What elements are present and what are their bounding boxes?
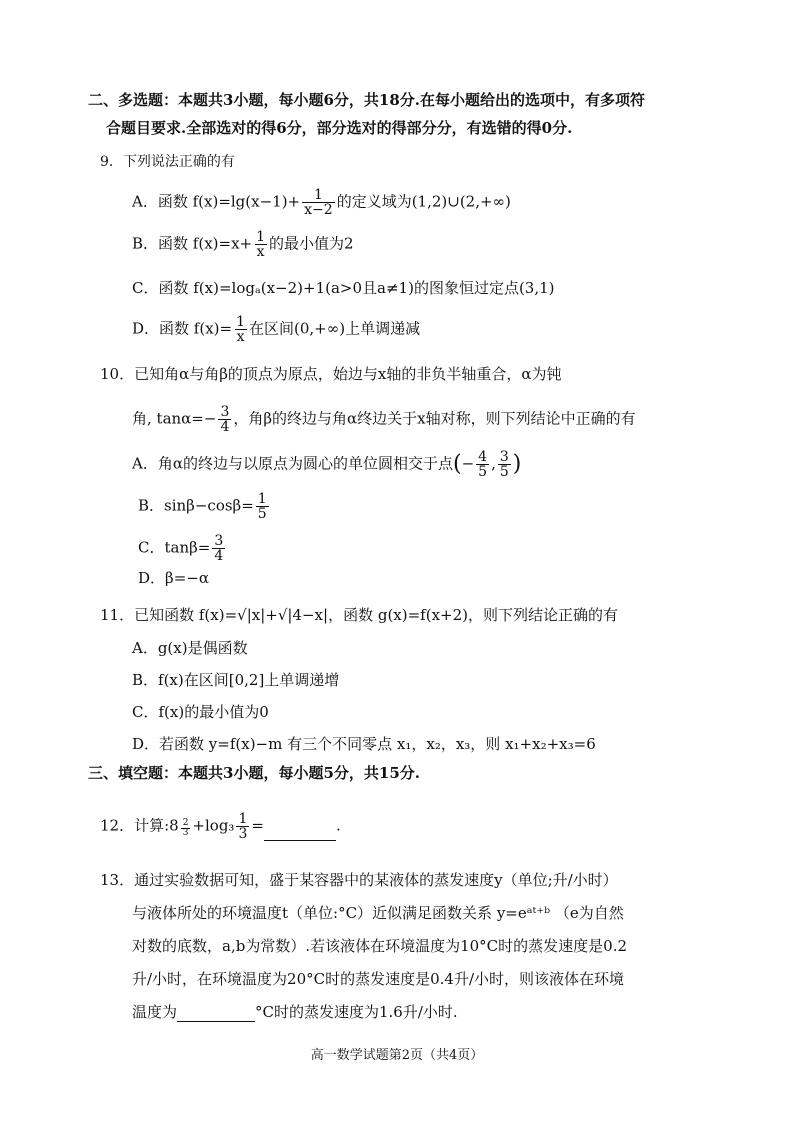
q9-d-fraction (234, 315, 247, 344)
question-10-option-b (138, 492, 271, 521)
q13-answer-blank[interactable] (177, 1021, 255, 1022)
q13-line5-suffix: °C时的蒸发速度为1.6升/小时. (255, 1003, 458, 1021)
q12-answer-blank[interactable] (264, 840, 336, 841)
q10-a-frac-y (498, 450, 511, 479)
q10-tan-prefix: 角, tanα=− (132, 409, 217, 428)
question-11-option-a: A．g(x)是偶函数 (132, 639, 248, 657)
q10-b-prefix: B．sinβ−cosβ= (138, 496, 254, 515)
q10-a-prefix: A．角α的终边与以原点为圆心的单位圆相交于点 (132, 454, 453, 473)
q9-b-prefix: B．函数 f(x)=x+ (132, 234, 253, 253)
q10-a-y-numerator: 3 (499, 449, 509, 465)
page-footer: 高一数学试题第2页（共4页） (310, 1048, 484, 1063)
q10-a-y-denominator: 5 (499, 464, 509, 480)
q9-b-denominator: x (256, 244, 265, 260)
question-13-line2: 与液体所处的环境温度t（单位:°C）近似满足函数关系 y=eᵃᵗ⁺ᵇ （e为自然 (132, 904, 624, 922)
q9-d-prefix: D．函数 f(x)= (132, 319, 233, 338)
q12-frac-denominator: 3 (238, 826, 248, 842)
section-heading-multiple-choice-line2: 合题目要求.全部选对的得6分，部分选对的得部分分，有选错的得0分. (106, 119, 573, 137)
q10-c-fraction (212, 534, 225, 563)
section-heading-multiple-choice: 二、多选题：本题共3小题，每小题6分，共18分.在每小题给出的选项中，有多项符 (88, 91, 645, 109)
question-13-line1: 13．通过实验数据可知，盛于某容器中的某液体的蒸发速度y（单位;升/小时） (100, 871, 618, 889)
q10-c-numerator: 3 (214, 533, 224, 549)
q10-b-numerator: 1 (257, 491, 267, 507)
q9-a-suffix: 的定义域为(1,2)∪(2,+∞) (336, 192, 511, 211)
q9-a-fraction (302, 188, 335, 217)
question-10-stem-line2 (132, 405, 636, 434)
question-13-line5 (132, 1002, 458, 1022)
q10-a-frac-x (476, 450, 489, 479)
q12-frac-numerator: 1 (238, 811, 248, 827)
q10-stem-suffix: ，角β的终边与角α终边关于x轴对称，则下列结论中正确的有 (233, 409, 636, 428)
question-10-option-a: A．角α的终边与以原点为圆心的单位圆相交于点(− $\frac{4}{5}$ , $\frac{3}{5}$ ) (132, 449, 522, 480)
q12-prefix: 12．计算:8 (100, 816, 179, 835)
q12-end: . (335, 816, 341, 835)
q10-c-prefix: C．tanβ= (138, 538, 211, 557)
question-11-stem: 11．已知函数 f(x)=√|x|+√|4−x|，函数 g(x)=f(x+2)，则下列结论正确的有 (100, 606, 618, 624)
q9-a-numerator: 1 (313, 187, 323, 203)
q13-line5-prefix: 温度为 (132, 1003, 178, 1021)
question-9-option-d (132, 315, 420, 344)
question-11-option-b: B．f(x)在区间[0,2]上单调递增 (132, 671, 340, 689)
q9-d-denominator: x (236, 329, 245, 345)
q9-d-suffix: 在区间(0,+∞)上单调递减 (249, 319, 421, 338)
q9-a-prefix: A．函数 f(x)=lg(x−1)+ (132, 192, 301, 211)
question-10-option-d: D．β=−α (138, 569, 209, 587)
q12-fraction (236, 812, 249, 841)
question-13-line3: 对数的底数，a,b为常数）.若该液体在环境温度为10°C时的蒸发速度是0.2 (132, 937, 628, 955)
q10-tan-fraction (218, 405, 231, 434)
q9-a-denominator: x−2 (304, 202, 333, 218)
section-heading-fill-in: 三、填空题：本题共3小题，每小题5分，共15分. (88, 764, 420, 782)
question-10-option-c (138, 534, 227, 563)
q9-b-fraction (254, 230, 267, 259)
q10-c-denominator: 4 (214, 548, 224, 564)
question-11-option-c: C．f(x)的最小值为0 (132, 703, 269, 721)
q10-tan-numerator: 3 (220, 404, 230, 420)
q12-exp-denominator: 3 (182, 827, 189, 838)
question-12 (100, 812, 341, 841)
q12-equals: = (251, 816, 264, 835)
q10-b-fraction (256, 492, 269, 521)
question-9-option-a (132, 188, 511, 217)
q12-middle: +log₃ (192, 816, 235, 835)
q10-a-x-denominator: 5 (478, 464, 488, 480)
question-9-stem: 9．下列说法正确的有 (100, 154, 235, 170)
q9-b-suffix: 的最小值为2 (269, 234, 354, 253)
q12-exp-numerator: 2 (182, 817, 189, 828)
q10-b-denominator: 5 (257, 506, 267, 522)
question-9-option-c: C．函数 f(x)=logₐ(x−2)+1(a>0且a≠1)的图象恒过定点(3,1) (132, 279, 555, 297)
q12-exponent (181, 819, 191, 838)
question-9-option-b (132, 230, 354, 259)
question-11-option-d: D．若函数 y=f(x)−m 有三个不同零点 x₁，x₂，x₃，则 x₁+x₂+x₃=6 (132, 735, 596, 753)
q9-d-numerator: 1 (236, 314, 246, 330)
q10-tan-denominator: 4 (220, 419, 230, 435)
question-13-line4: 升/小时，在环境温度为20°C时的蒸发速度是0.4升/小时，则该液体在环境 (132, 970, 625, 988)
q9-b-numerator: 1 (256, 229, 266, 245)
q10-a-x-numerator: 4 (478, 449, 488, 465)
question-10-stem-line1: 10．已知角α与角β的顶点为原点，始边与x轴的非负半轴重合，α为钝 (100, 365, 562, 383)
